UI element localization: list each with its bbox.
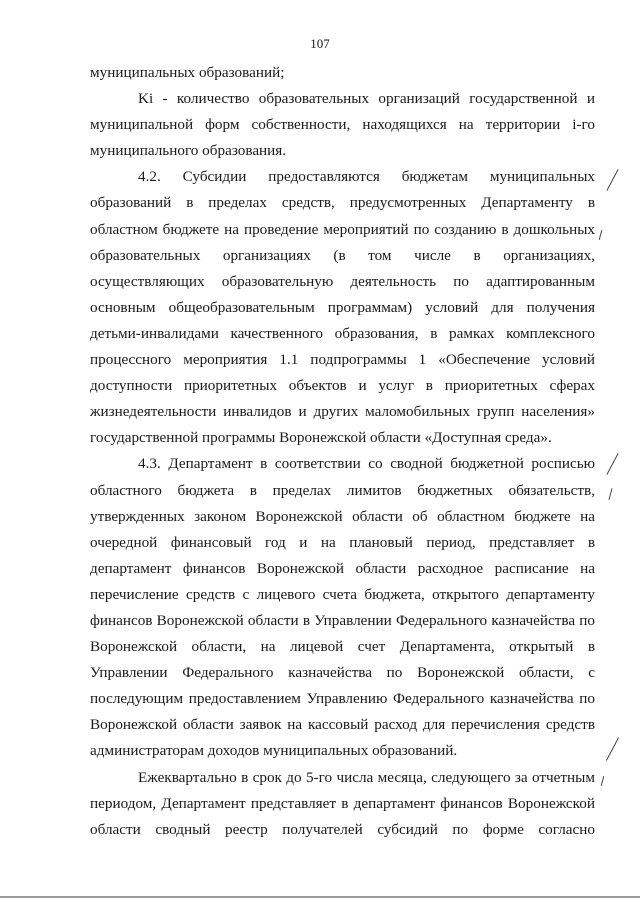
text-line: Воронежской области заявок на кассовый расход для перечисления средств — [90, 716, 595, 734]
text-line: администраторам доходов муниципальных образований. — [90, 742, 458, 760]
text-line: периодом, Департамент представляет в департамент финансов Воронежской — [90, 794, 595, 812]
text-line: образований в пределах средств, предусмотренных Департаменту в — [90, 194, 595, 212]
text-line: Управлении Федерального казначейства по Воронежской области, с — [90, 664, 595, 682]
text-line: жизнедеятельности инвалидов и других маломобильных групп населения» — [90, 403, 595, 421]
margin-check-mark — [601, 776, 605, 786]
text-line: департамент финансов Воронежской области расходное расписание на — [90, 559, 595, 577]
margin-check-mark — [606, 453, 618, 475]
text-line: финансов Воронежской области в Управлении Федерального казначейства по — [90, 611, 595, 629]
text-line: государственной программы Воронежской области «Доступная среда». — [90, 429, 552, 447]
margin-check-mark — [606, 169, 618, 191]
text-line: перечисление средств с лицевого счета бюджета, открытого департаменту — [90, 585, 595, 603]
text-line: процессного мероприятия 1.1 подпрограммы 1 «Обеспечение условий — [90, 351, 595, 369]
bottom-divider — [0, 896, 640, 898]
document-body — [90, 60, 595, 843]
text-line: областного бюджета в пределах лимитов бюджетных обязательств, — [90, 481, 595, 499]
text-line: осуществляющих образовательную деятельность по адаптированным — [90, 272, 595, 290]
margin-check-mark — [599, 230, 603, 240]
text-line: последующим предоставлением Управлению Федерального казначейства по — [90, 690, 595, 708]
text-line: муниципальной форм собственности, находящихся на территории i-го — [90, 116, 595, 134]
text-line: муниципальных образований; — [90, 64, 285, 81]
text-line: области сводный реестр получателей субсидий по форме согласно — [90, 820, 595, 838]
margin-check-mark — [606, 737, 619, 760]
text-line: 4.2. Субсидии предоставляются бюджетам муниципальных — [138, 168, 595, 186]
text-line: областном бюджете на проведение мероприятий по созданию в дошкольных — [90, 220, 595, 238]
text-line: 4.3. Департамент в соответствии со сводной бюджетной росписью — [138, 455, 595, 473]
text-line: Ki - количество образовательных организаций государственной и — [138, 90, 595, 108]
text-line: основным общеобразовательным программам) условий для получения — [90, 298, 595, 316]
margin-check-mark — [608, 488, 612, 500]
text-line: Воронежской области, на лицевой счет Департамента, открытый в — [90, 638, 595, 656]
text-line: утвержденных законом Воронежской области об областном бюджете на — [90, 507, 595, 525]
text-line: Ежеквартально в срок до 5-го числа месяца, следующего за отчетным — [138, 768, 595, 786]
text-line: доступности приоритетных объектов и услуг в приоритетных сферах — [90, 377, 595, 395]
text-line: муниципального образования. — [90, 142, 287, 160]
text-line: детьми-инвалидами качественного образования, в рамках комплексного — [90, 324, 595, 342]
page-number: 107 — [310, 36, 330, 51]
text-line: образовательных организациях (в том числе в организациях, — [90, 246, 595, 264]
text-line: очередной финансовый год и на плановый период, представляет в — [90, 533, 595, 551]
